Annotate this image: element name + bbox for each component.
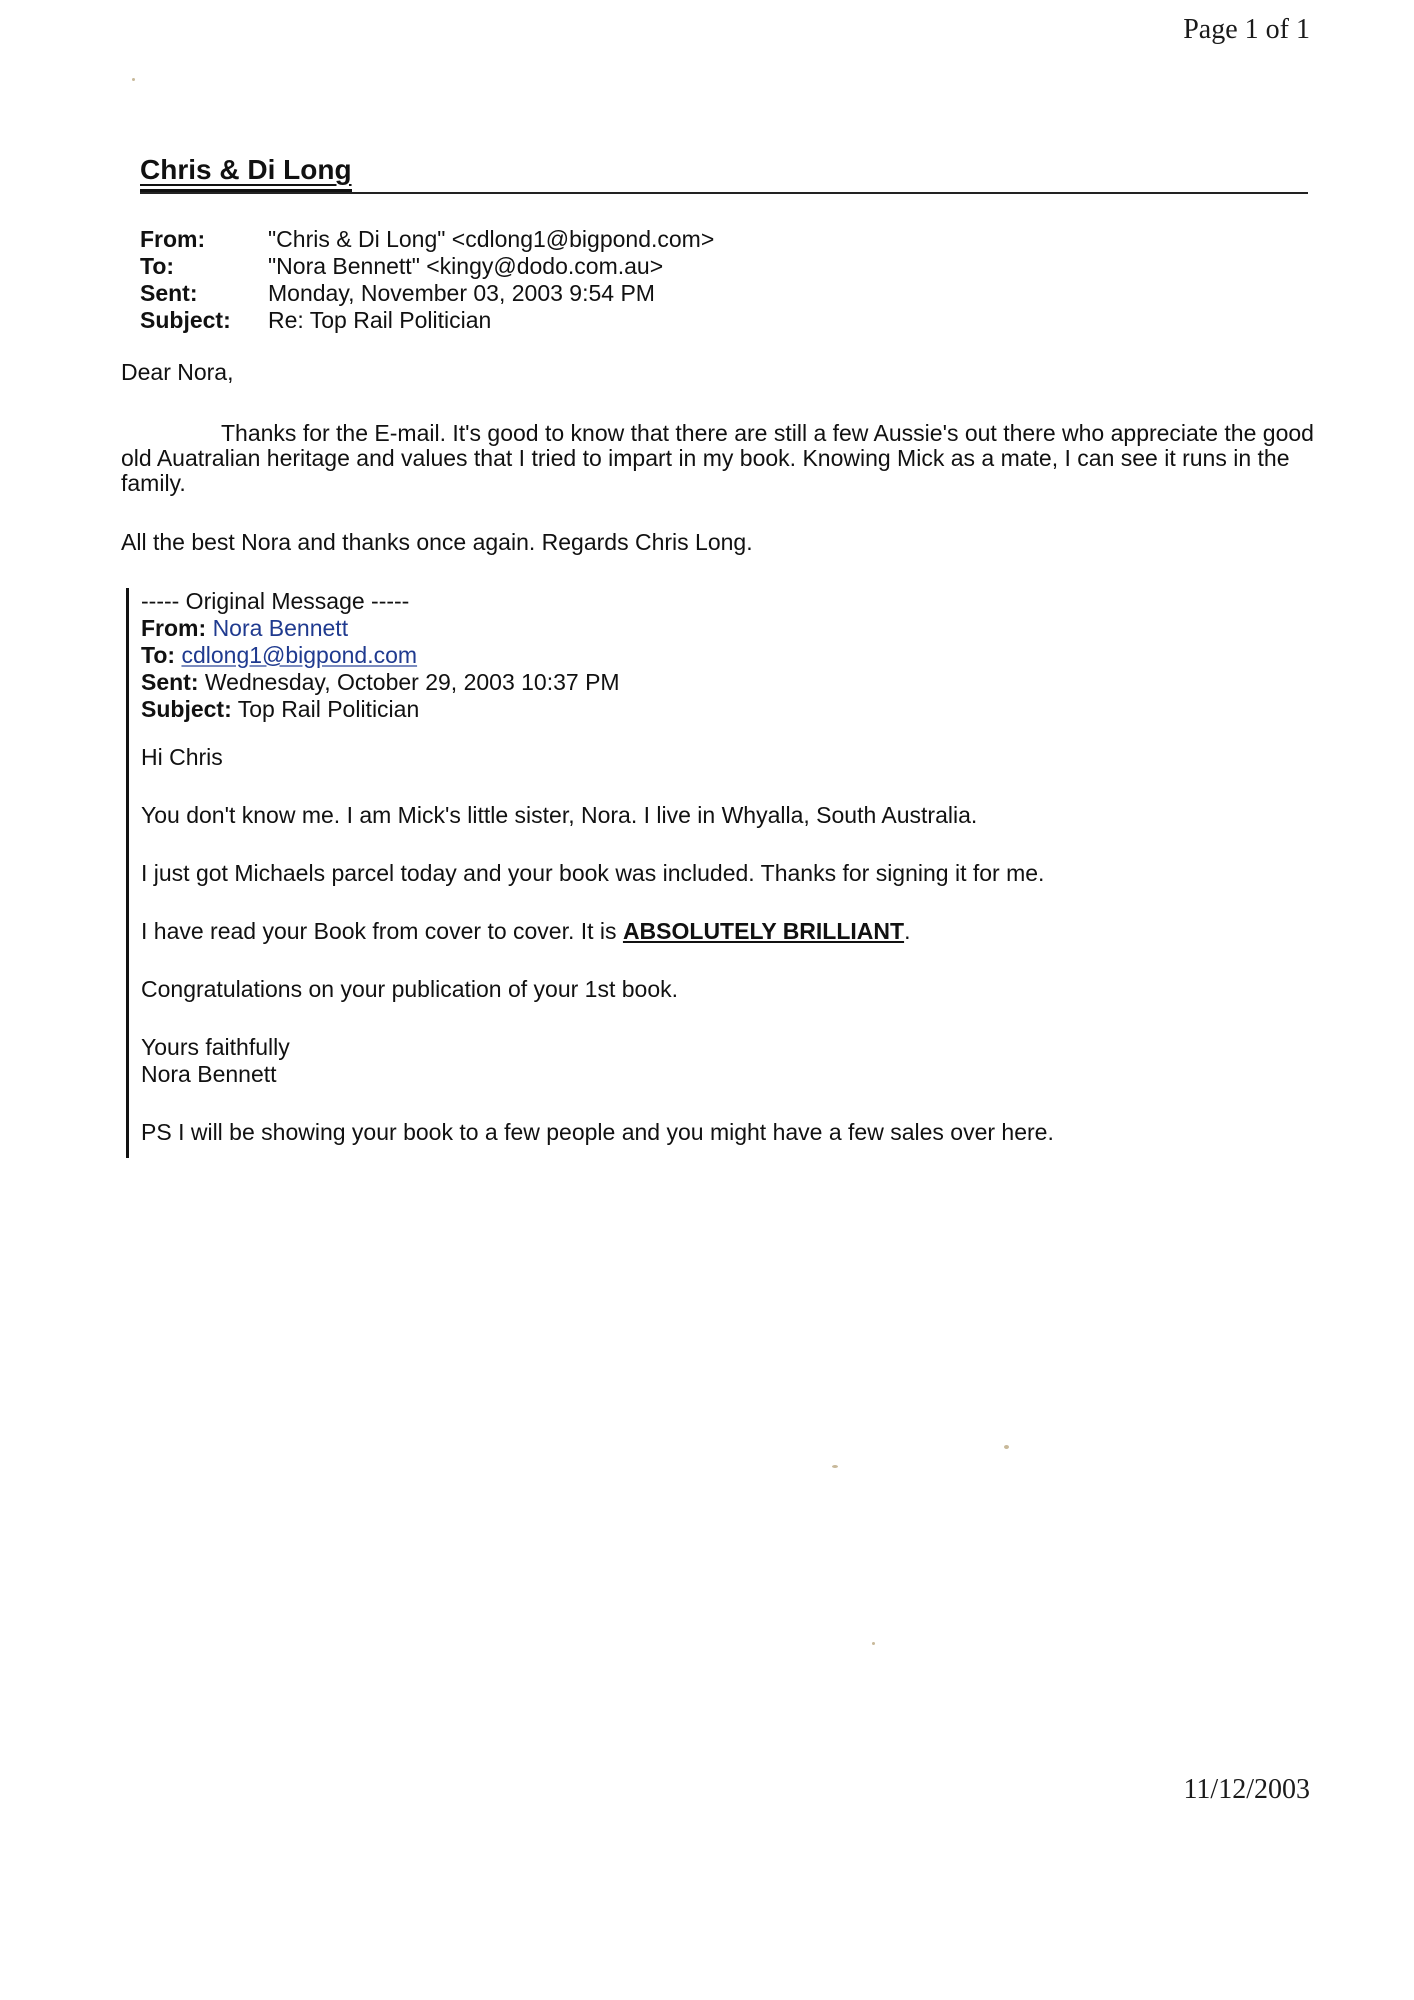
header-subject-label: Subject: [140,307,231,333]
original-sent-row [141,669,1241,696]
original-signature: Nora Bennett [141,1061,277,1087]
original-greeting: Hi Chris [141,744,223,770]
header-from-value: "Chris & Di Long" <cdlong1@bigpond.com> [268,226,715,252]
scan-speck [832,1465,838,1468]
original-sent-label: Sent: [141,669,199,695]
header-from-label: From: [140,226,206,252]
original-from-label: From: [141,615,207,641]
header-sent-label: Sent: [140,280,198,306]
emphasis-text: ABSOLUTELY BRILLIANT [622,918,905,944]
original-message-quote [126,588,1241,1158]
original-header [141,588,1241,723]
original-line-3-prefix: I have read your Book from cover to cover. It is [141,918,623,944]
header-to-value: "Nora Bennett" <kingy@dodo.com.au> [268,253,664,279]
reply-greeting: Dear Nora, [121,359,234,385]
header-sent-value: Monday, November 03, 2003 9:54 PM [268,280,655,306]
original-to-label: To: [141,642,176,668]
original-line-2: I just got Michaels parcel today and your book was included. Thanks for signing it for me. [141,860,1045,886]
original-line-3-suffix: . [904,918,911,944]
original-line-1: You don't know me. I am Mick's little sister, Nora. I live in Whyalla, South Australia. [141,802,978,828]
page-title: Chris & Di Long [140,154,352,185]
header-subject-value: Re: Top Rail Politician [268,307,492,333]
header-to-row [140,253,714,280]
header-subject-row [140,307,714,334]
header-from-row [140,226,714,253]
page-number: Page 1 of 1 [1183,14,1310,45]
scan-speck [132,78,135,81]
reply-paragraph-text: Thanks for the E-mail. It's good to know that there are still a few Aussie's out there who appreciate the good old Auatralian heritage and values that I tried to impart in my book. Knowing Mick as a mate, I can see it runs in the family. [121,420,1314,496]
original-ps: PS I will be showing your book to a few people and you might have a few sales over here. [141,1119,1054,1145]
original-closing: Yours faithfully [141,1034,290,1060]
email-header [140,226,714,334]
original-divider: ----- Original Message ----- [141,588,410,614]
original-subject-row [141,696,1241,723]
original-subject-label: Subject: [141,696,232,722]
footer-date: 11/12/2003 [1183,1774,1310,1805]
original-line-4: Congratulations on your publication of your 1st book. [141,976,678,1002]
header-sent-row [140,280,714,307]
header-to-label: To: [140,253,175,279]
original-to-row [141,642,1241,669]
original-to-link[interactable]: cdlong1@bigpond.com [181,642,418,668]
reply-signoff: All the best Nora and thanks once again. Regards Chris Long. [121,529,753,555]
scan-speck [872,1642,875,1645]
scan-speck [1004,1445,1009,1449]
reply-paragraph [121,421,1316,496]
original-from-row [141,615,1241,642]
original-from-link[interactable]: Nora Bennett [212,615,349,641]
original-subject-value: Top Rail Politician [237,696,420,722]
title-rule [140,192,1308,194]
original-line-3 [141,918,1241,945]
original-sent-value: Wednesday, October 29, 2003 10:37 PM [204,669,620,695]
